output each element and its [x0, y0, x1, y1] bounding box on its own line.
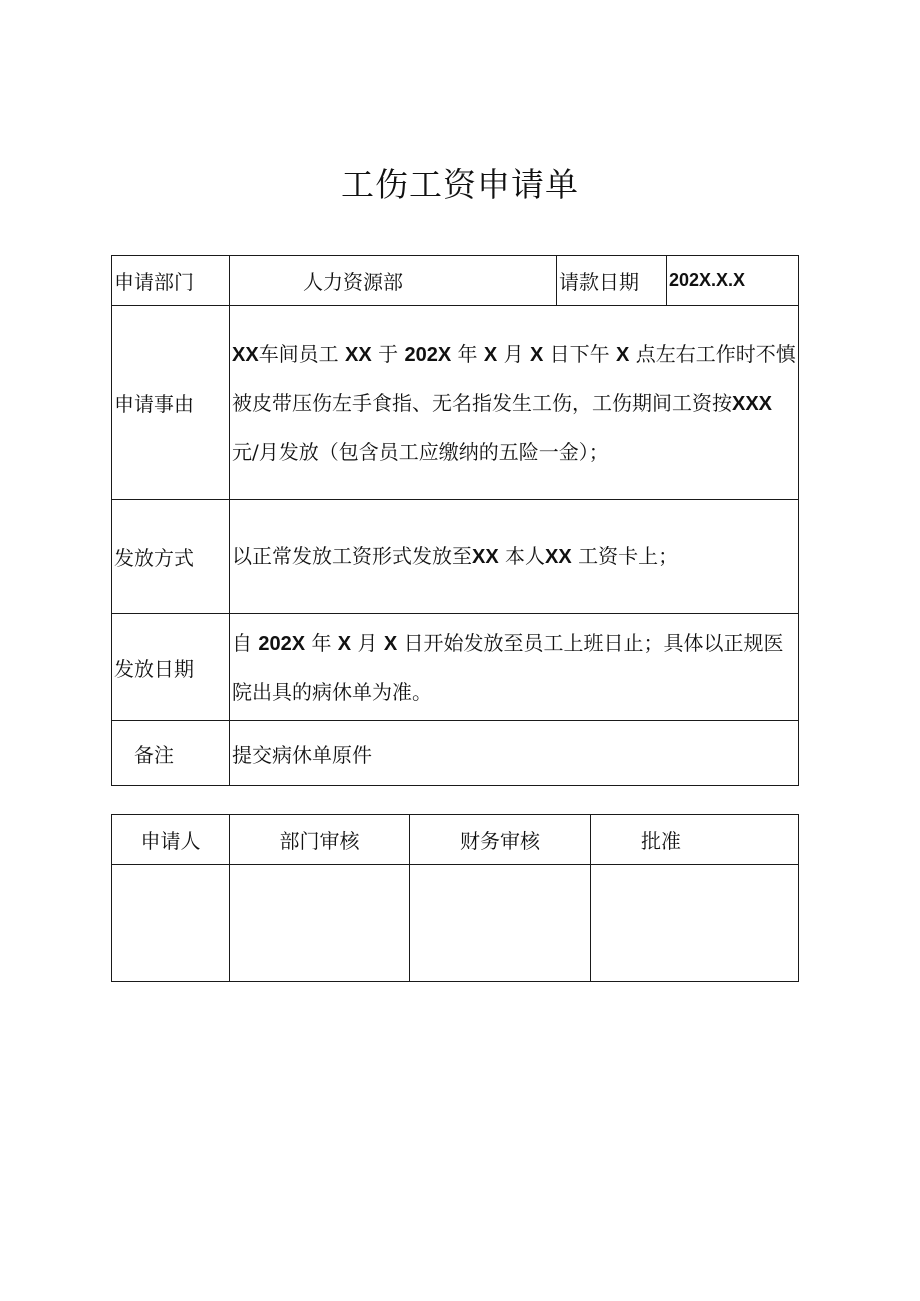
reason-part: XXX: [732, 392, 773, 415]
reason-part: 日下午: [549, 341, 610, 366]
method-text: [230, 532, 798, 581]
remark-value: 提交病休单原件: [230, 721, 799, 786]
reason-cell: [230, 306, 799, 500]
dept-value: 人力资源部: [230, 256, 557, 306]
method-part: 本人: [505, 544, 546, 568]
dept-review-signature-cell[interactable]: [230, 865, 410, 982]
reason-part: X: [616, 343, 630, 366]
applicant-header: 申请人: [112, 815, 230, 865]
paydate-cell: [230, 614, 799, 721]
paydate-label: 发放日期: [112, 614, 230, 721]
reason-row: [112, 306, 799, 500]
signature-header-row: [112, 815, 799, 865]
method-part: XX: [472, 546, 499, 568]
dept-review-header: 部门审核: [230, 815, 410, 865]
signature-blank-row: [112, 865, 799, 982]
reason-part: 月: [503, 341, 524, 366]
approval-header: 批准: [591, 815, 799, 865]
application-form-table: [111, 255, 799, 786]
paydate-part: 自: [232, 630, 252, 655]
paydate-part: X: [383, 632, 398, 655]
reason-part: 点左右工作时不慎被皮带压伤左手食指、无名指发生工伤，工伤期间工资按: [232, 341, 796, 415]
paydate-part: 年: [311, 630, 332, 655]
date-label: 请款日期: [557, 256, 667, 306]
paydate-part: 日开始发放至员工上班日止；具体以正规医院出具的病休单为准。: [232, 630, 784, 704]
reason-part: 车间员工: [258, 341, 339, 366]
finance-review-header: 财务审核: [410, 815, 591, 865]
remark-row: [112, 721, 799, 786]
finance-review-signature-cell[interactable]: [410, 865, 591, 982]
method-part: 以正常发放工资形式发放至: [232, 544, 472, 568]
paydate-text: [230, 619, 798, 716]
reason-part: 元/月发放（包含员工应缴纳的五险一金）；: [232, 439, 609, 464]
reason-part: 202X: [404, 343, 452, 366]
dept-label: 申请部门: [112, 256, 230, 306]
date-value: 202X.X.X: [667, 256, 799, 306]
method-label: 发放方式: [112, 500, 230, 614]
paydate-row: [112, 614, 799, 721]
method-cell: [230, 500, 799, 614]
signature-table: [111, 814, 799, 982]
approval-signature-cell[interactable]: [591, 865, 799, 982]
reason-part: 于: [378, 341, 399, 366]
method-row: [112, 500, 799, 614]
method-part: XX: [545, 546, 572, 568]
reason-text: [230, 330, 798, 476]
dept-row: [112, 256, 799, 306]
reason-part: X: [529, 343, 544, 366]
reason-part: X: [483, 343, 498, 366]
reason-part: 年: [457, 341, 478, 366]
applicant-signature-cell[interactable]: [112, 865, 230, 982]
reason-label: 申请事由: [112, 306, 230, 500]
paydate-part: 202X: [258, 632, 306, 655]
remark-label: 备注: [112, 721, 230, 786]
reason-part: XX: [232, 343, 259, 366]
paydate-part: 月: [357, 630, 378, 655]
method-part: 工资卡上；: [578, 544, 679, 568]
page-title: 工伤工资申请单: [341, 165, 579, 204]
paydate-part: X: [337, 632, 352, 655]
reason-part: XX: [345, 343, 372, 366]
